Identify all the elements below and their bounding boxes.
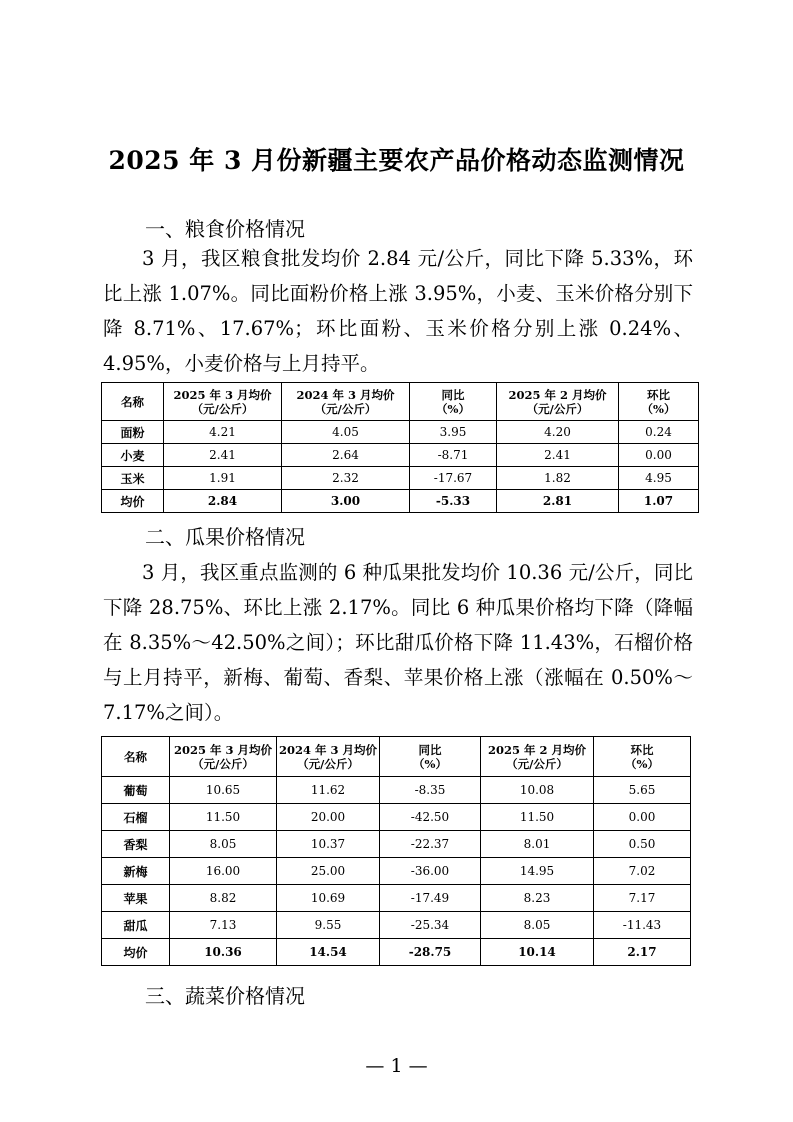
table-header-lastyear: 2024 年 3 月均价 （元/公斤）	[277, 737, 380, 777]
table-row: 苹果 8.82 10.69 -17.49 8.23 7.17	[102, 885, 691, 912]
table-header-name: 名称	[102, 737, 170, 777]
table-header-mom: 环比 （%）	[594, 737, 691, 777]
table-row: 石榴 11.50 20.00 -42.50 11.50 0.00	[102, 804, 691, 831]
page-number: — 1 —	[365, 1055, 428, 1077]
table-row: 香梨 8.05 10.37 -22.37 8.01 0.50	[102, 831, 691, 858]
section-heading-fruit: 二、瓜果价格情况	[145, 525, 305, 549]
table-header-cur: 2025 年 3 月均价 （元/公斤）	[170, 737, 277, 777]
section-heading-grain: 一、粮食价格情况	[145, 217, 305, 241]
paragraph-grain: 3 月，我区粮食批发均价 2.84 元/公斤，同比下降 5.33%，环比上涨 1.07%。同比面粉价格上涨 3.95%，小麦、玉米价格分别下降 8.71%、17.67%；环比面粉、玉米价格分别上涨 0.24%、4.95%，小麦价格与上月持平。	[103, 247, 693, 375]
table-row: 葡萄 10.65 11.62 -8.35 10.08 5.65	[102, 777, 691, 804]
table-row: 甜瓜 7.13 9.55 -25.34 8.05 -11.43	[102, 912, 691, 939]
table-row-average: 均价 2.84 3.00 -5.33 2.81 1.07	[102, 490, 699, 513]
grain-price-table	[101, 382, 699, 513]
table-row: 面粉 4.21 4.05 3.95 4.20 0.24	[102, 421, 699, 444]
fruit-price-table	[101, 736, 691, 966]
table-header-yoy: 同比 （%）	[410, 383, 497, 421]
table-header-lastmonth: 2025 年 2 月均价 （元/公斤）	[497, 383, 619, 421]
paragraph-fruit: 3 月，我区重点监测的 6 种瓜果批发均价 10.36 元/公斤，同比下降 28.75%、环比上涨 2.17%。同比 6 种瓜果价格均下降（降幅在 8.35%～42.50%之间）；环比甜瓜价格下降 11.43%，石榴价格与上月持平，新梅、葡萄、香梨、苹果价格上涨（涨幅在 0.50%～7.17%之间）。	[103, 561, 693, 724]
table-header-yoy: 同比 （%）	[380, 737, 481, 777]
table-row: 小麦 2.41 2.64 -8.71 2.41 0.00	[102, 444, 699, 467]
table-header-lastyear: 2024 年 3 月均价 （元/公斤）	[282, 383, 410, 421]
page-title: 2025 年 3 月份新疆主要农产品价格动态监测情况	[108, 146, 685, 175]
section-heading-vegetable: 三、蔬菜价格情况	[145, 984, 305, 1008]
table-header-lastmonth: 2025 年 2 月均价 （元/公斤）	[481, 737, 594, 777]
table-header-name: 名称	[102, 383, 164, 421]
table-row-average: 均价 10.36 14.54 -28.75 10.14 2.17	[102, 939, 691, 966]
table-row: 玉米 1.91 2.32 -17.67 1.82 4.95	[102, 467, 699, 490]
table-header-mom: 环比 （%）	[619, 383, 699, 421]
table-header-cur: 2025 年 3 月均价 （元/公斤）	[164, 383, 282, 421]
table-row: 新梅 16.00 25.00 -36.00 14.95 7.02	[102, 858, 691, 885]
